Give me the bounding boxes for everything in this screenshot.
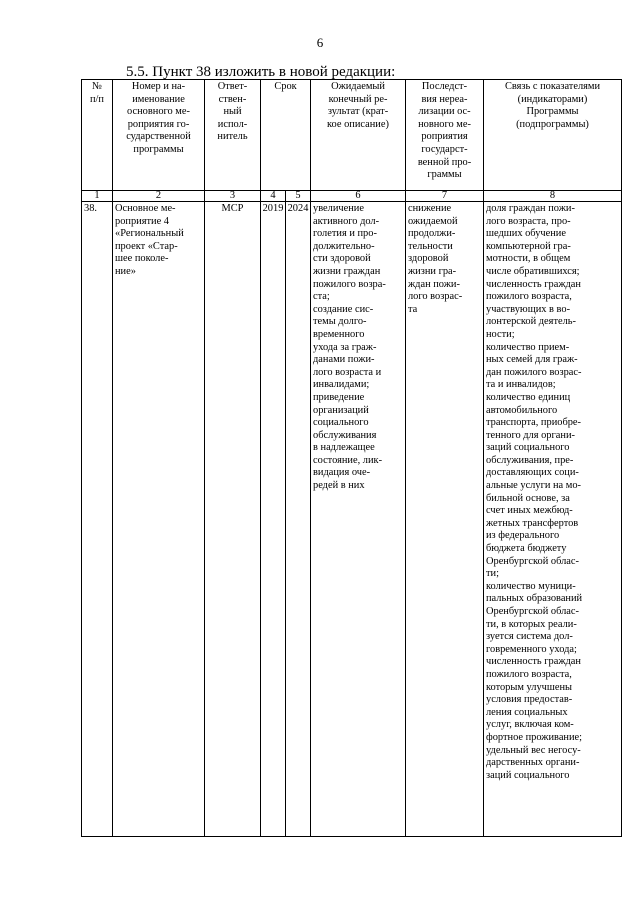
text-line: тенного для органи-: [486, 429, 575, 441]
text-line: данами пожи-: [313, 354, 375, 366]
text-line: сти здоровой: [313, 253, 371, 265]
text-line: альные услуги на мо-: [486, 480, 581, 492]
text-line: которым улучшены: [486, 681, 573, 693]
text-line: «Региональный: [115, 228, 184, 240]
text-line: доля граждан пожи-: [486, 203, 575, 214]
header-term: [261, 80, 311, 191]
text-line: количество прием-: [486, 341, 570, 353]
text-line: Ожидаемый: [331, 81, 385, 92]
text-line: Ответ-: [217, 81, 248, 92]
text-line: испол-: [217, 118, 248, 130]
text-line: организаций: [313, 404, 369, 416]
text-line: (подпрограммы): [516, 118, 589, 130]
text-line: должительно-: [313, 240, 375, 252]
text-line: государст-: [421, 143, 468, 155]
text-line: голетия и про-: [313, 228, 377, 240]
text-line: числе обратившихся;: [486, 265, 580, 277]
text-line: Срок: [274, 81, 297, 92]
text-line: обслуживания, пре-: [486, 454, 574, 466]
text-line: численность граждан: [486, 656, 581, 668]
text-line: жетных трансфертов: [486, 517, 579, 529]
text-line: заций социального: [486, 769, 570, 781]
non-implementation-consequences: [406, 202, 484, 837]
text-line: ствен-: [218, 93, 247, 105]
text-line: шее поколе-: [115, 253, 169, 265]
text-line: количество единиц: [486, 391, 571, 403]
text-line: состояние, лик-: [313, 454, 383, 466]
activity-name: [113, 202, 205, 837]
text-line: роприятие 4: [115, 215, 169, 227]
header-consequences: [406, 80, 484, 191]
text-line: говременного ухода;: [486, 643, 577, 655]
text-line: социального: [313, 417, 369, 429]
text-line: Программы: [526, 106, 579, 118]
header-row: [82, 80, 622, 191]
text-line: ста;: [313, 291, 330, 303]
text-line: та и инвалидов;: [486, 379, 556, 391]
text-line: компьютерной гра-: [486, 240, 571, 252]
text-line: нитель: [217, 131, 248, 143]
text-line: программы: [133, 143, 184, 155]
text-line: здоровой: [408, 253, 449, 265]
text-line: активного дол-: [313, 215, 380, 227]
text-line: ти;: [486, 568, 499, 580]
text-line: роприятия го-: [127, 118, 190, 130]
text-line: темы долго-: [313, 316, 367, 328]
text-line: в надлежащее: [313, 442, 375, 454]
column-number: 7: [406, 191, 484, 202]
text-line: кое описание): [327, 118, 389, 130]
table-row: [82, 202, 622, 837]
column-number: 1: [82, 191, 113, 202]
text-line: Оренбургской облас-: [486, 606, 579, 617]
text-line: ние»: [115, 265, 136, 277]
text-line: основного ме-: [127, 106, 190, 118]
text-line: условия предостав-: [486, 694, 573, 706]
expected-result: [311, 202, 406, 837]
text-line: ный: [223, 106, 242, 118]
text-line: бюджета бюджету: [486, 543, 567, 555]
text-line: (индикаторами): [517, 93, 588, 105]
text-line: пожилого возраста,: [486, 291, 572, 303]
text-line: сударственной: [126, 131, 191, 143]
text-line: проект «Стар-: [115, 240, 178, 252]
text-line: новного ме-: [418, 118, 471, 130]
column-number: 3: [205, 191, 261, 202]
text-line: Оренбургской облас-: [486, 555, 579, 567]
text-line: фортное проживание;: [486, 731, 583, 743]
header-num: [82, 80, 113, 191]
text-line: услуг, включая ком-: [486, 719, 574, 731]
text-line: именование: [132, 93, 185, 105]
column-number: 6: [311, 191, 406, 202]
text-line: ления социальных: [486, 706, 568, 718]
text-line: п/п: [89, 93, 104, 105]
section-heading: 5.5. Пункт 38 изложить в новой редакции:: [126, 64, 396, 80]
text-line: приведение: [313, 391, 365, 403]
header-link: [484, 80, 622, 191]
text-line: тельности: [408, 240, 453, 252]
header-name: [113, 80, 205, 191]
header-responsible: [205, 80, 261, 191]
text-line: конечный ре-: [328, 93, 388, 105]
text-line: ных семей для граж-: [486, 354, 578, 366]
text-line: увеличение: [313, 203, 364, 214]
text-line: количество муници-: [486, 580, 576, 592]
text-line: создание сис-: [313, 303, 374, 315]
page-number: 6: [316, 35, 324, 50]
responsible-executor: МСР: [205, 202, 261, 837]
text-line: роприятия: [421, 131, 468, 143]
indicator-link: [484, 202, 622, 837]
text-line: автомобильного: [486, 404, 558, 416]
text-line: инвалидами;: [313, 379, 370, 391]
text-line: лого возраста, про-: [486, 215, 571, 227]
text-line: ти, в которых реали-: [486, 618, 577, 630]
column-number: 2: [113, 191, 205, 202]
text-line: жизни граждан: [313, 265, 381, 277]
program-table: [81, 79, 622, 837]
text-line: жизни гра-: [408, 265, 457, 277]
text-line: снижение: [408, 203, 452, 214]
text-line: удельный вес негосу-: [486, 744, 581, 756]
text-line: Номер и на-: [131, 81, 186, 92]
text-line: из федерального: [486, 530, 560, 542]
row-number: 38.: [82, 202, 113, 837]
text-line: ухода за граж-: [313, 341, 377, 353]
text-line: Последст-: [421, 81, 468, 92]
text-line: дан пожилого возрас-: [486, 366, 582, 378]
text-line: лого возрас-: [408, 291, 463, 303]
text-line: ности;: [486, 328, 515, 340]
text-line: ожидаемой: [408, 215, 458, 227]
text-line: мотности, в общем: [486, 253, 571, 265]
text-line: зультат (крат-: [327, 106, 389, 118]
text-line: продолжи-: [408, 228, 456, 240]
column-number: 5: [286, 191, 311, 202]
text-line: лизации ос-: [418, 106, 471, 118]
text-line: бильной основе, за: [486, 492, 570, 504]
text-line: обслуживания: [313, 429, 377, 441]
end-year: 2024: [286, 202, 311, 837]
text-line: дарственных органи-: [486, 757, 580, 769]
text-line: заций социального: [486, 442, 570, 454]
text-line: лого возраста и: [313, 366, 382, 378]
text-line: та: [408, 303, 418, 315]
text-line: временного: [313, 328, 365, 340]
text-line: доставляющих соци-: [486, 467, 579, 479]
text-line: вия нереа-: [421, 93, 468, 105]
text-line: лонтерской деятель-: [486, 316, 576, 328]
text-line: видация оче-: [313, 467, 371, 479]
text-line: участвующих в во-: [486, 303, 571, 315]
text-line: численность граждан: [486, 278, 581, 290]
text-line: венной про-: [417, 156, 472, 168]
text-line: пожилого возраста,: [486, 668, 572, 680]
start-year: 2019: [261, 202, 286, 837]
text-line: Основное ме-: [115, 203, 176, 214]
text-line: ждан пожи-: [408, 278, 460, 290]
text-line: пожилого возра-: [313, 278, 386, 290]
column-number: 4: [261, 191, 286, 202]
header-result: [311, 80, 406, 191]
text-line: зуется система дол-: [486, 631, 573, 643]
text-line: пальных образований: [486, 593, 583, 605]
text-line: граммы: [427, 169, 462, 181]
text-line: Связь с показателями: [504, 81, 601, 92]
text-line: транспорта, приобре-: [486, 417, 582, 429]
column-number: 8: [484, 191, 622, 202]
text-line: шедших обучение: [486, 228, 566, 240]
text-line: №: [92, 81, 102, 92]
text-line: счет иных межбюд-: [486, 505, 573, 517]
text-line: редей в них: [313, 480, 365, 492]
column-numbers-row: [82, 191, 622, 202]
